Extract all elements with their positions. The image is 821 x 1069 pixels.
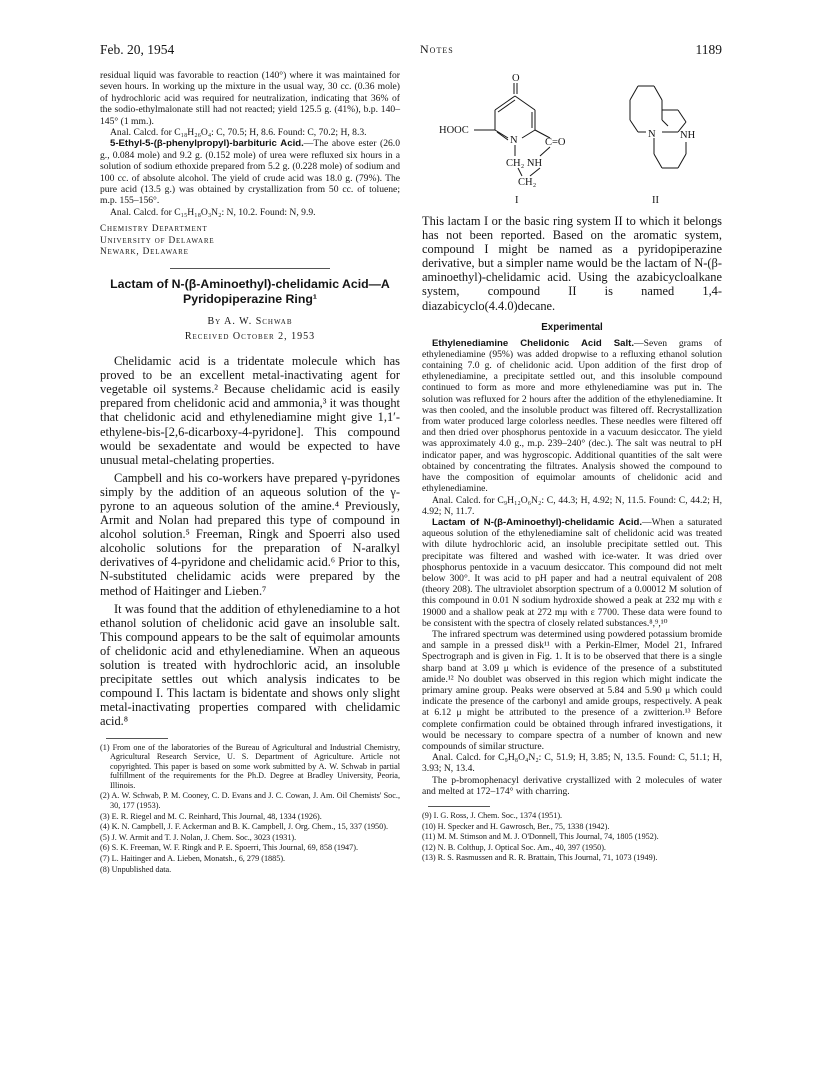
structure-i-carbonyl: C=O bbox=[545, 137, 566, 148]
header-section: Notes bbox=[420, 42, 454, 56]
bromophenacyl-paragraph: The p-bromophenacyl derivative crystallized with 2 molecules of water and melted at 172–174° with charring. bbox=[422, 774, 722, 797]
structure-ii-nh: NH bbox=[680, 130, 696, 141]
footnote: (2) A. W. Schwab, P. M. Cooney, C. D. Evans and J. C. Cowan, J. Am. Oil Chemists' Soc., 30, 177 (1953). bbox=[100, 791, 400, 811]
continuation-paragraph: residual liquid was favorable to reaction (140°) where it was maintained for seven hours. In working up the mixture in the usual way, 30 cc. (0.36 mole) of hydrochloric acid was required for neutralization, indicating that 36% of the sodio-ethylmalonate still had not reacted; yield 125.5 g. (41%), b.p. 140–145° (1 mm.). bbox=[100, 70, 400, 127]
byline: By A. W. Schwab bbox=[207, 316, 293, 328]
header-date: Feb. 20, 1954 bbox=[100, 42, 175, 57]
footnote: (8) Unpublished data. bbox=[100, 864, 172, 874]
analysis-line-2: Anal. Calcd. for C₁₅H₁₈O₃N₂: N, 10.2. Found: N, 9.9. bbox=[110, 206, 316, 218]
structure-i-label: I bbox=[515, 195, 519, 206]
footnote: (5) J. W. Armit and T. J. Nolan, J. Chem. Soc., 3023 (1931). bbox=[100, 832, 297, 842]
experimental-heading: Experimental bbox=[541, 321, 603, 333]
footnote: (10) H. Specker and H. Gawrosch, Ber., 75, 1338 (1942). bbox=[422, 821, 610, 831]
footnote: (13) R. S. Rasmussen and R. R. Brattain, This Journal, 71, 1073 (1949). bbox=[422, 853, 658, 863]
footnote-rule bbox=[106, 738, 168, 739]
article-body-right bbox=[422, 214, 722, 313]
footnote: (3) E. R. Riegel and M. C. Reinhard, This Journal, 48, 1334 (1926). bbox=[100, 811, 322, 821]
structure-i-oxygen: O bbox=[512, 73, 520, 84]
body-paragraph: It was found that the addition of ethylenediamine to a hot ethanol solution of chelidonic acid gave an insoluble salt. This compound appears to be the salt of equimolar amounts of chelidonic acid and ethylenediamine. When an aqueous solution is treated with hydrochloric acid, an insoluble precipitate settles out which analysis indicates to be compound I. This lactam is bidentate and shows only slight metal-inactivating properties compared with chelidamic acid.⁸ bbox=[100, 601, 400, 729]
structures-figure bbox=[422, 70, 722, 212]
analysis-line-3: Anal. Calcd. for C₉H₁₂O₆N₂: C, 44.3; H, 4.92; N, 11.5. Found: C, 44.2; H, 4.92; N, 11.7. bbox=[422, 494, 722, 517]
salt-preparation bbox=[422, 338, 722, 495]
structure-i-ch2: CH₂ bbox=[518, 177, 537, 188]
footnote: (12) N. B. Colthup, J. Optical Soc. Am., 40, 397 (1950). bbox=[422, 842, 606, 852]
article-title: Lactam of N-(β-Aminoethyl)-chelidamic Acid—A Pyridopiperazine Ring¹ bbox=[110, 277, 390, 307]
footnote: (4) K. N. Campbell, J. F. Ackerman and B. K. Campbell, J. Org. Chem., 15, 337 (1950). bbox=[100, 822, 388, 832]
footnote: (6) S. K. Freeman, W. F. Ringk and P. E. Spoerri, This Journal, 69, 858 (1947). bbox=[100, 843, 358, 853]
structure-i-nitrogen: N bbox=[510, 135, 518, 146]
structure-i-ch2nh: CH₂ NH bbox=[506, 158, 543, 169]
article-divider bbox=[170, 268, 330, 269]
salt-text: —Seven grams of ethylenediamine (95%) was added dropwise to a refluxing ethanol solution containing 7.0 g. of chelidonic acid. Upon addition of the first drop of ethylenediamine, a precipitate settled out, and this insoluble compound continued to form as more and more ethylenediamine was put in. The solution was refluxed for 2 hours after the addition of the ethylenediamine. It was then cooled, and the insoluble product was filtered off. Recrystallization from water produced large colorless needles. These needles were filtered off and then dried over phosphorus pentoxide in a vacuum desiccator. The yield was approximately 4.0 g., m.p. 239–240° (dec.). The salt was neutral to pH indicator paper, and was hygroscopic. Additional quantities of the salt were obtained by concentrating the filtrates. Analysis showed the compound to have the composition of equimolar amounts of chelidonic acid and ethylenediamine. bbox=[422, 337, 723, 495]
lactam-title: Lactam of N-(β-Aminoethyl)-chelidamic Acid. bbox=[432, 516, 643, 528]
previous-article-tail bbox=[100, 70, 400, 218]
body-paragraph: This lactam I or the basic ring system II to which it belongs has not been reported. Based on the aromatic system, compound I might be named as a pyridopiperazine derivative, but a simpler name would be the lactam of N-(β-aminoethyl)-chelidamic acid. Using the azabicycloalkane system, compound II is named 1,4-diazabicyclo(4.4.0)decane. bbox=[422, 214, 722, 313]
barbituric-prep-title: 5-Ethyl-5-(β-phenylpropyl)-barbituric Acid. bbox=[110, 138, 304, 150]
footnote: (11) M. M. Stimson and M. J. O'Donnell, This Journal, 74, 1805 (1952). bbox=[422, 832, 659, 842]
footnotes-right bbox=[422, 811, 722, 863]
lactam-text: —When a saturated aqueous solution of the ethylenediamine salt of chelidonic acid was treated with dilute hydrochloric acid, an insoluble precipitate settled out. This precipitate was filtered and washed with ice-water. It was dried over phosphorus pentoxide in a vacuum desiccator. This compound did not melt below 300°. It was acid to pH paper and had a neutral equivalent of 208 (theory 208). The ultraviolet absorption spectrum of a 0.00012 M solution of this compound in 0.01 N sodium hydroxide showed a peak at 232 mμ with ε 19000 and a shallow peak at 272 mμ with ε 7700. These data were found to be consistent with the spectra of closely related substances.⁸,⁹,¹⁰ bbox=[422, 516, 723, 629]
page-header bbox=[100, 42, 722, 62]
left-column bbox=[100, 70, 400, 875]
structure-ii bbox=[630, 86, 686, 168]
right-column bbox=[422, 70, 722, 864]
header-page-number: 1189 bbox=[695, 42, 722, 57]
body-paragraph: Campbell and his co-workers have prepared γ-pyridones simply by the addition of an aqueous solution of the γ-pyrone to an aqueous solution of the amine.⁴ Previously, Armit and Nolan had prepared this type of compound in alcohol solution.⁵ Freeman, Ringk and Spoerri also used alcoholic solutions for the preparation of N-aralkyl derivatives of 4-pyridone and chelidamic acid.⁶ Prior to this, N-substituted chelidamic acids were prepared by the method of Haitinger and Lieben.⁷ bbox=[100, 470, 400, 598]
chemical-structures bbox=[422, 70, 722, 212]
analysis-line-1: Anal. Calcd. for C₁₈H₂₆O₄: C, 70.5; H, 8.6. Found: C, 70.2; H, 8.3. bbox=[110, 127, 367, 139]
footnote: (7) L. Haitinger and A. Lieben, Monatsh., 6, 279 (1885). bbox=[100, 854, 286, 864]
received-date: Received October 2, 1953 bbox=[184, 331, 316, 343]
experimental-section bbox=[422, 338, 722, 797]
structure-ii-nitrogen: N bbox=[648, 129, 656, 140]
analysis-line-4: Anal. Calcd. for C₉H₈O₄N₂: C, 51.9; H, 3.85; N, 13.5. Found: C, 51.1; H, 3.93; N, 13.4. bbox=[422, 752, 722, 775]
article-body-left bbox=[100, 354, 400, 728]
infrared-paragraph: The infrared spectrum was determined using powdered potassium bromide and sample in a pressed disk¹¹ with a Perkin-Elmer, Model 21, Infrared Spectrograph and is given in Fig. 1. It is to be observed that there is a single sharp band at 3.09 μ which is evidence of the presence of a substituted amide.¹² No doublet was observed in this region which might indicate the primary amine group. Peaks were observed at 5.84 and 5.90 μ which could indicate the presence of the carbonyl and amide groups, respectively. A peak at 6.12 μ might be attributed to the presence of a zwitterion.¹³ Before complete confirmation could be obtained through infrared investigations, it would be necessary to compare spectra of a number of known and new compounds of similar structure. bbox=[422, 628, 722, 752]
affiliation-line: Chemistry Department bbox=[100, 224, 208, 235]
footnote-rule bbox=[428, 806, 490, 807]
structure-ii-label: II bbox=[652, 195, 659, 206]
affiliation-line: Newark, Delaware bbox=[100, 247, 189, 258]
affiliation bbox=[100, 224, 400, 259]
barbituric-prep-text: —The above ester (26.0 g., 0.084 mole) and 9.2 g. (0.152 mole) of urea were refluxed six hours in a solution of sodium ethoxide prepared from 5.2 g. (0.228 mole) of sodium and 100 cc. of absolute alcohol. The yield of crude acid was 18.0 g. (79%). The pure acid (13.5 g.) was obtained by crystallization from 50 cc. of toluene; m.p. 155–156°. bbox=[100, 138, 400, 207]
barbituric-prep bbox=[100, 138, 400, 206]
footnotes-left bbox=[100, 743, 400, 875]
body-paragraph: Chelidamic acid is a tridentate molecule which has proved to be an excellent metal-inactivating agent for vegetable oil systems.² Because chelidamic acid is easily prepared from chelidonic acid and ammonia,³ it was thought that chelidonic acid and ethylenediamine might give 1,1′-ethylene-bis-[2,6-dicarboxy-4-pyridone]. This compound would be sexadentate and would be expected to have unusual metal-chelating properties. bbox=[100, 354, 400, 467]
lactam-preparation bbox=[422, 517, 722, 629]
salt-title: Ethylenediamine Chelidonic Acid Salt. bbox=[432, 337, 635, 349]
footnote: (1) From one of the laboratories of the Bureau of Agricultural and Industrial Chemistry, Agricultural Research Service, U. S. Department of Agriculture. Article not copyrighted. This paper is based on some work submitted by A. W. Schwab in partial fulfillment of the requirements for the Ph.D. Degree at Bradley University, Peoria, Illinois. bbox=[100, 742, 400, 790]
footnote: (9) I. G. Ross, J. Chem. Soc., 1374 (1951). bbox=[422, 810, 563, 820]
affiliation-line: University of Delaware bbox=[100, 235, 215, 246]
structure-i-hooc: HOOC bbox=[439, 125, 469, 136]
